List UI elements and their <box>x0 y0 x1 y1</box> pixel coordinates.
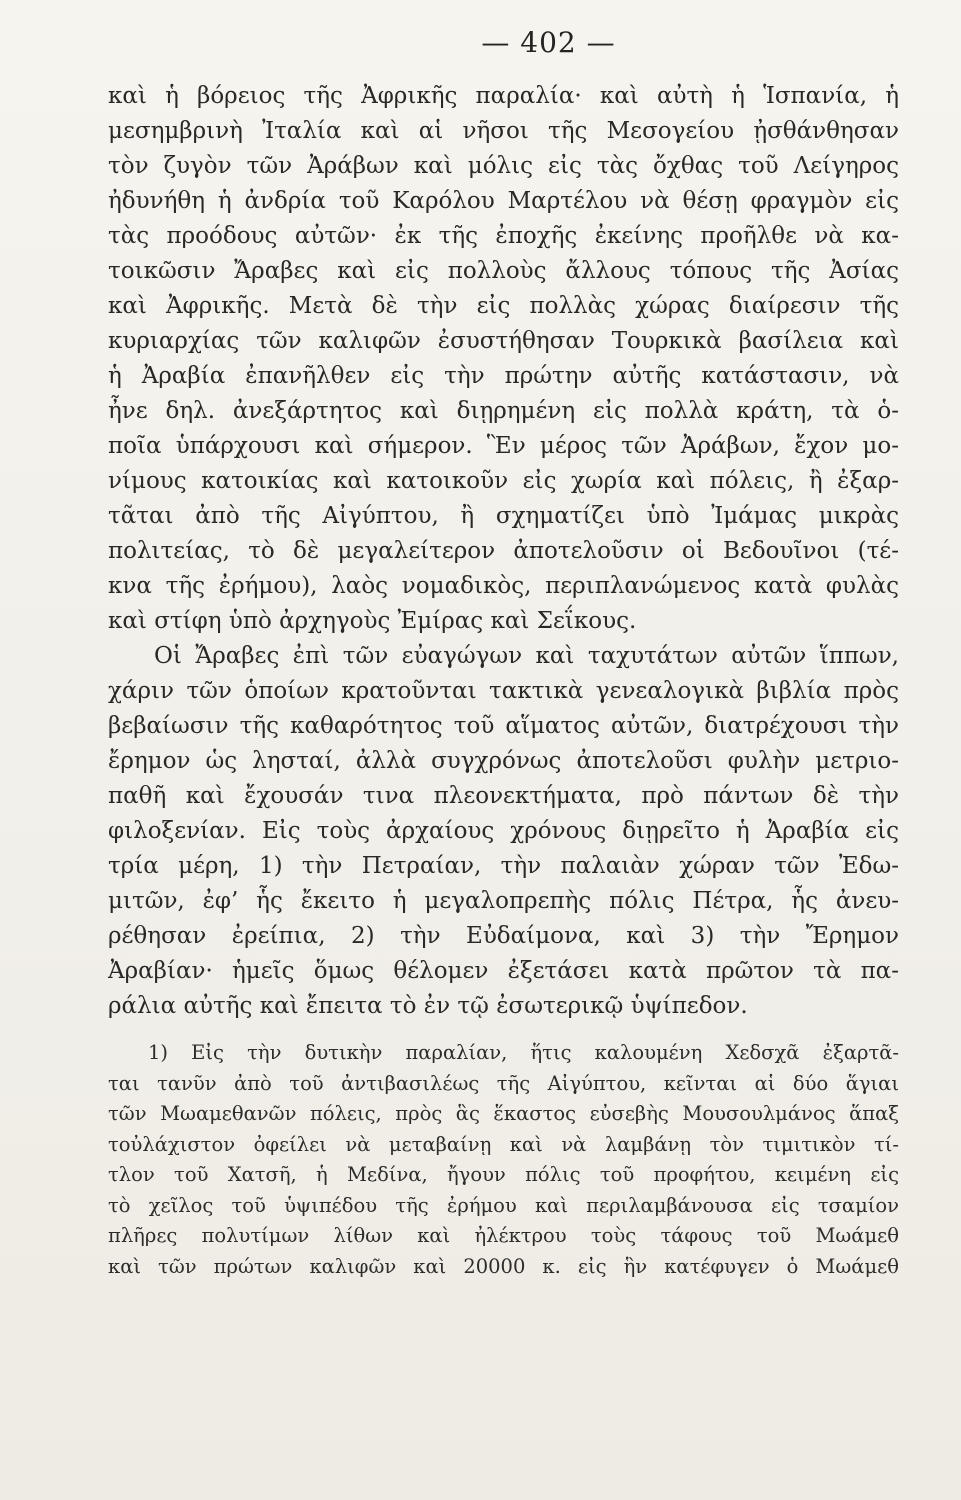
footnote-line: πλῆρες πολυτίμων λίθων καὶ ἠλέκτρου τοὺς τάφους τοῦ Μωάμεθ <box>108 1224 899 1247</box>
text-line: πολιτείας, τὸ δὲ μεγαλείτερον ἀποτελοῦσιν οἱ Βεδουῖνοι (τέ- <box>108 538 899 564</box>
text-line: μιτῶν, ἐφ’ ἧς ἔκειτο ἡ μεγαλοπρεπὴς πόλις Πέτρα, ἧς ἀνευ- <box>108 888 899 914</box>
text-line: κυριαρχίας τῶν καλιφῶν ἐσυστήθησαν Τουρκικὰ βασίλεια καὶ <box>108 328 899 354</box>
main-text <box>108 79 899 1024</box>
text-line: κνα τῆς ἐρήμου), λαὸς νομαδικὸς, περιπλανώμενος κατὰ φυλὰς <box>108 573 899 599</box>
text-line: Οἱ Ἄραβες ἐπὶ τῶν εὐαγώγων καὶ ταχυτάτων αὐτῶν ἵππων, <box>154 643 899 669</box>
text-line: ἠδυνήθη ἡ ἀνδρία τοῦ Καρόλου Μαρτέλου νὰ θέσῃ φραγμὸν εἰς <box>108 188 899 214</box>
footnote-line: 1) Εἰς τὴν δυτικὴν παραλίαν, ἥτις καλουμένη Χεδσχᾶ ἐξαρτᾶ- <box>148 1041 899 1064</box>
text-line: ράλια αὐτῆς καὶ ἔπειτα τὸ ἐν τῷ ἐσωτερικῷ ὑψίπεδον. <box>108 993 748 1019</box>
text-line: τὰς προόδους αὐτῶν· ἐκ τῆς ἐποχῆς ἐκείνης προῆλθε νὰ κα- <box>108 223 899 249</box>
footnote-line: τὸ χεῖλος τοῦ ὑψιπέδου τῆς ἐρήμου καὶ περιλαμβάνουσα εἰς τσαμίον <box>108 1193 899 1217</box>
footnote-line: τλον τοῦ Χατσῆ, ἡ Μεδίνα, ἤγουν πόλις τοῦ προφήτου, κειμένη εἰς <box>108 1163 899 1186</box>
text-line: τᾶται ἀπὸ τῆς Αἰγύπτου, ἢ σχηματίζει ὑπὸ Ἰμάμας μικρὰς <box>108 503 899 529</box>
text-line: χάριν τῶν ὁποίων κρατοῦνται τακτικὰ γενεαλογικὰ βιβλία πρὸς <box>108 678 899 704</box>
text-line: καὶ Ἀφρικῆς. Μετὰ δὲ τὴν εἰς πολλὰς χώρας διαίρεσιν τῆς <box>108 293 899 319</box>
text-line: καὶ στίφη ὑπὸ ἀρχηγοὺς Ἐμίρας καὶ Σεΐκους. <box>108 608 637 634</box>
text-line: παθῆ καὶ ἔχουσάν τινα πλεονεκτήματα, πρὸ πάντων δὲ τὴν <box>108 783 899 809</box>
text-line: βεβαίωσιν τῆς καθαρότητος τοῦ αἵματος αὐτῶν, διατρέχουσι τὴν <box>108 713 899 739</box>
text-line: τρία μέρη, 1) τὴν Πετραίαν, τὴν παλαιὰν χώραν τῶν Ἐδω- <box>108 853 899 879</box>
footnote <box>108 1038 899 1282</box>
footnote-line: τοὐλάχιστον ὀφείλει νὰ μεταβαίνῃ καὶ νὰ λαμβάνῃ τὸν τιμιτικὸν τί- <box>108 1132 899 1156</box>
text-line: τὸν ζυγὸν τῶν Ἀράβων καὶ μόλις εἰς τὰς ὄχθας τοῦ Λείγηρος <box>108 153 899 179</box>
footnote-line: τῶν Μωαμεθανῶν πόλεις, πρὸς ἃς ἕκαστος εὐσεβὴς Μουσουλμάνος ἅπαξ <box>108 1102 899 1125</box>
text-line: Ἀραβίαν· ἡμεῖς ὅμως θέλομεν ἐξετάσει κατὰ πρῶτον τὰ πα- <box>108 958 899 984</box>
text-line: ρέθησαν ἐρείπια, 2) τὴν Εὐδαίμονα, καὶ 3) τὴν Ἔρημον <box>108 923 899 949</box>
footnote-line: ται τανῦν ἀπὸ τοῦ ἀντιβασιλέως τῆς Αἰγύπτου, κεῖνται αἱ δύο ἅγιαι <box>108 1071 899 1095</box>
footnote-gap <box>108 1024 899 1038</box>
page-number: — 402 — <box>481 26 616 59</box>
text-line: καὶ ἡ βόρειος τῆς Ἀφρικῆς παραλία· καὶ αὐτὴ ἡ Ἱσπανία, ἡ <box>108 83 899 109</box>
text-line: μεσημβρινὴ Ἰταλία καὶ αἱ νῆσοι τῆς Μεσογείου ᾐσθάνθησαν <box>108 118 899 144</box>
text-line: ποῖα ὑπάρχουσι καὶ σήμερον. Ἓν μέρος τῶν Ἀράβων, ἔχον μο- <box>108 433 899 459</box>
text-line: ἦνε δηλ. ἀνεξάρτητος καὶ διῃρημένη εἰς πολλὰ κράτη, τὰ ὁ- <box>108 398 899 424</box>
footnote-line: καὶ τῶν πρώτων καλιφῶν καὶ 20000 κ. εἰς ἣν κατέφυγεν ὁ Μωάμεθ <box>108 1254 899 1278</box>
text-line: νίμους κατοικίας καὶ κατοικοῦν εἰς χωρία καὶ πόλεις, ἢ ἐξαρ- <box>108 468 899 494</box>
text-line: ἡ Ἀραβία ἐπανῆλθεν εἰς τὴν πρώτην αὐτῆς κατάστασιν, νὰ <box>108 363 899 389</box>
text-line: ἔρημον ὡς λησταί, ἀλλὰ συγχρόνως ἀποτελοῦσι φυλὴν μετριο- <box>108 748 899 774</box>
text-line: τοικῶσιν Ἄραβες καὶ εἰς πολλοὺς ἄλλους τόπους τῆς Ἀσίας <box>108 258 899 284</box>
text-line: φιλοξενίαν. Εἰς τοὺς ἀρχαίους χρόνους διῃρεῖτο ἡ Ἀραβία εἰς <box>108 818 899 844</box>
